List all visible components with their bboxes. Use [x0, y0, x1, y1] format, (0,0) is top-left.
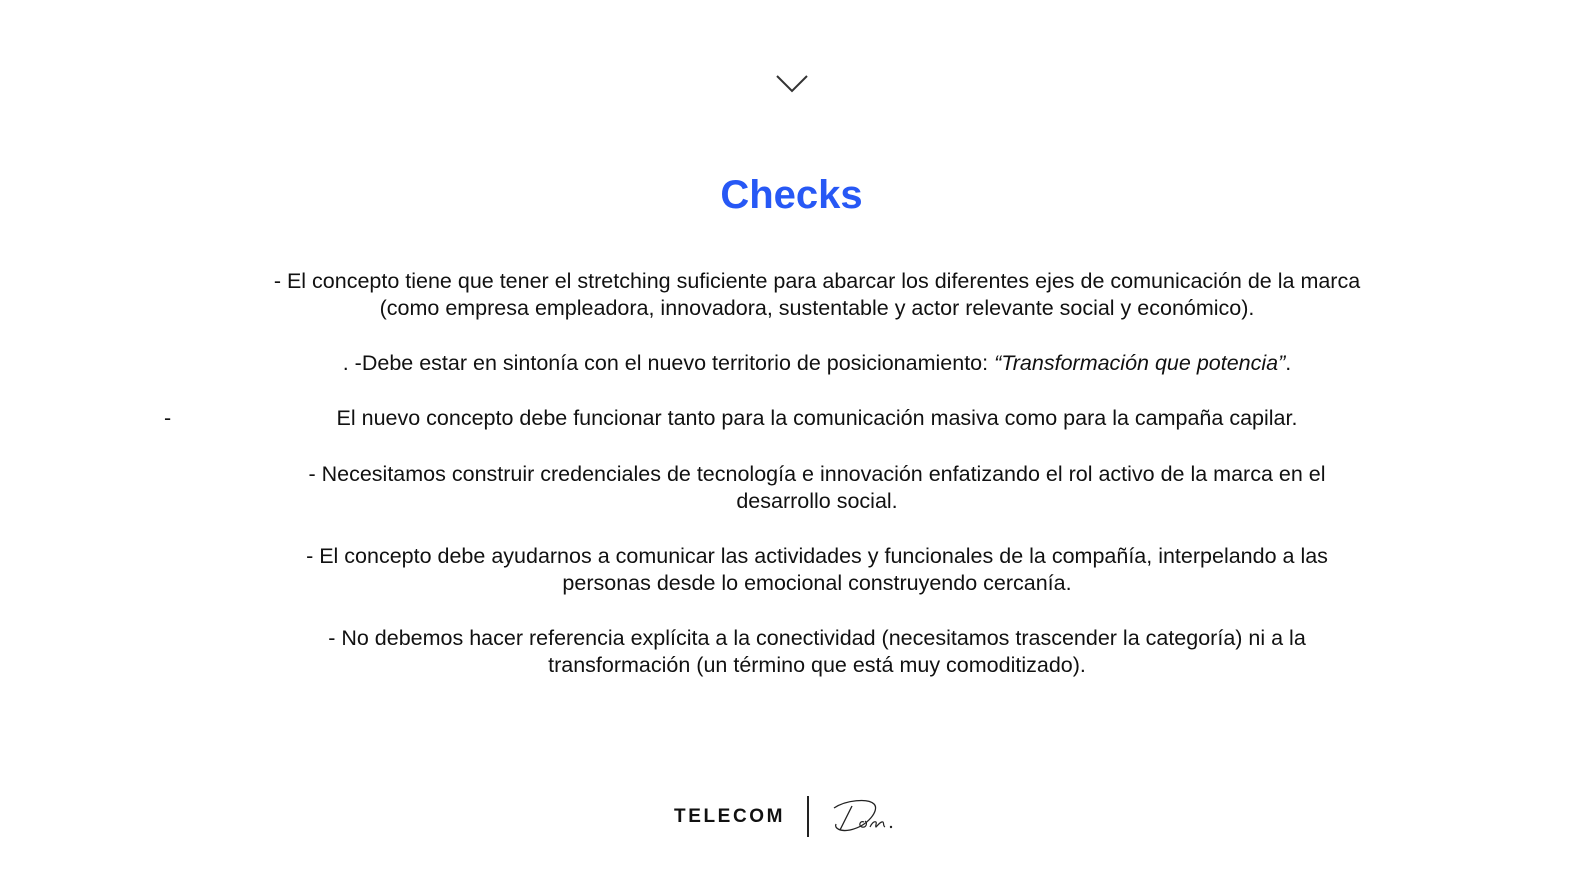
check-item — [260, 350, 1374, 377]
footer-divider — [807, 796, 809, 837]
check-item-period: . — [1285, 351, 1292, 375]
check-item: - Necesitamos construir credenciales de tecnología e innovación enfatizando el rol activo de la marca en el desarrollo social. — [308, 462, 1326, 513]
chevron-down-icon[interactable] — [774, 72, 810, 96]
telecom-logo: TELECOM — [674, 806, 786, 827]
positioning-quote: “Transformación que potencia” — [994, 351, 1286, 375]
don-agency-logo — [828, 796, 900, 836]
bullet-dash: - — [164, 406, 172, 430]
check-item: - No debemos hacer referencia explícita a la conectividad (necesitamos trascender la categoría) ni a la transformación (un término que está muy comoditizado). — [328, 626, 1306, 677]
check-item: - El concepto tiene que tener el stretching suficiente para abarcar los diferentes ejes de comunicación de la marca (como empresa empleadora, innovadora, sustentable y actor relevante social y económico). — [273, 269, 1361, 320]
check-item: - El concepto debe ayudarnos a comunicar las actividades y funcionales de la compañía, interpelando a las personas desde lo emocional construyendo cercanía. — [306, 544, 1328, 595]
check-item: El nuevo concepto debe funcionar tanto para la comunicación masiva como para la campaña capilar. — [336, 406, 1298, 430]
check-item-text: . -Debe estar en sintonía con el nuevo territorio de posicionamiento: — [342, 351, 995, 375]
page-title: Checks — [720, 173, 863, 217]
